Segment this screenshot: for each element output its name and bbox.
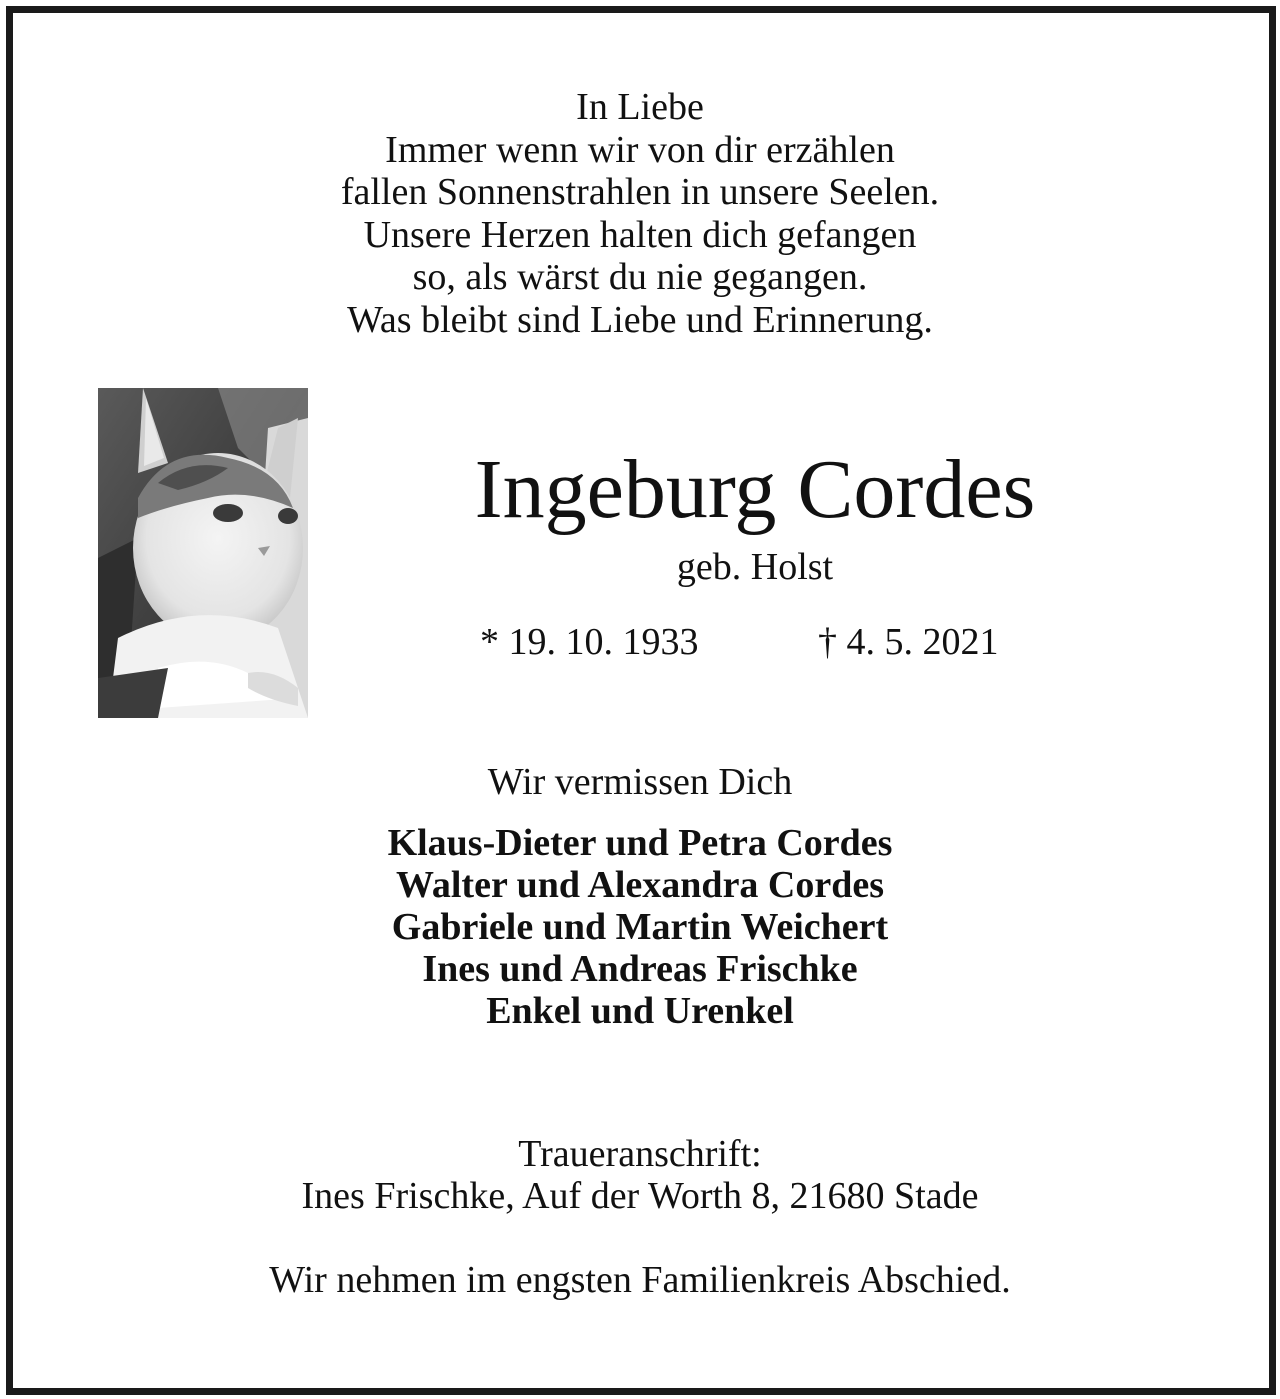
family-member: Enkel und Urenkel — [486, 990, 794, 1032]
family-member: Klaus-Dieter und Petra Cordes — [387, 822, 893, 864]
mourning-address: Ines Frischke, Auf der Worth 8, 21680 Stade — [301, 1175, 979, 1217]
family-member: Ines und Andreas Frischke — [422, 948, 858, 990]
farewell-note: Wir nehmen im engsten Familienkreis Abschied. — [269, 1259, 1011, 1301]
deceased-name: Ingeburg Cordes — [474, 443, 1036, 536]
birth-date: * 19. 10. 1933 — [480, 621, 699, 663]
memorial-poem — [0, 86, 1280, 341]
family-intro: Wir vermissen Dich — [487, 761, 793, 803]
poem-line: In Liebe — [576, 86, 704, 128]
poem-line: Unsere Herzen halten dich gefangen — [363, 213, 917, 256]
death-date: † 4. 5. 2021 — [818, 621, 999, 663]
poem-line: so, als wärst du nie gegangen. — [412, 256, 868, 298]
family-member: Gabriele und Martin Weichert — [391, 906, 889, 948]
poem-line: fallen Sonnenstrahlen in unsere Seelen. — [340, 171, 940, 213]
poem-line: Immer wenn wir von dir erzählen — [385, 128, 895, 171]
birth-name: geb. Holst — [676, 546, 834, 588]
cat-photo — [98, 388, 308, 718]
family-member: Walter und Alexandra Cordes — [395, 864, 885, 906]
poem-line: Was bleibt sind Liebe und Erinnerung. — [347, 298, 933, 341]
family-members — [0, 822, 1280, 1032]
address-label: Traueranschrift: — [518, 1133, 762, 1175]
